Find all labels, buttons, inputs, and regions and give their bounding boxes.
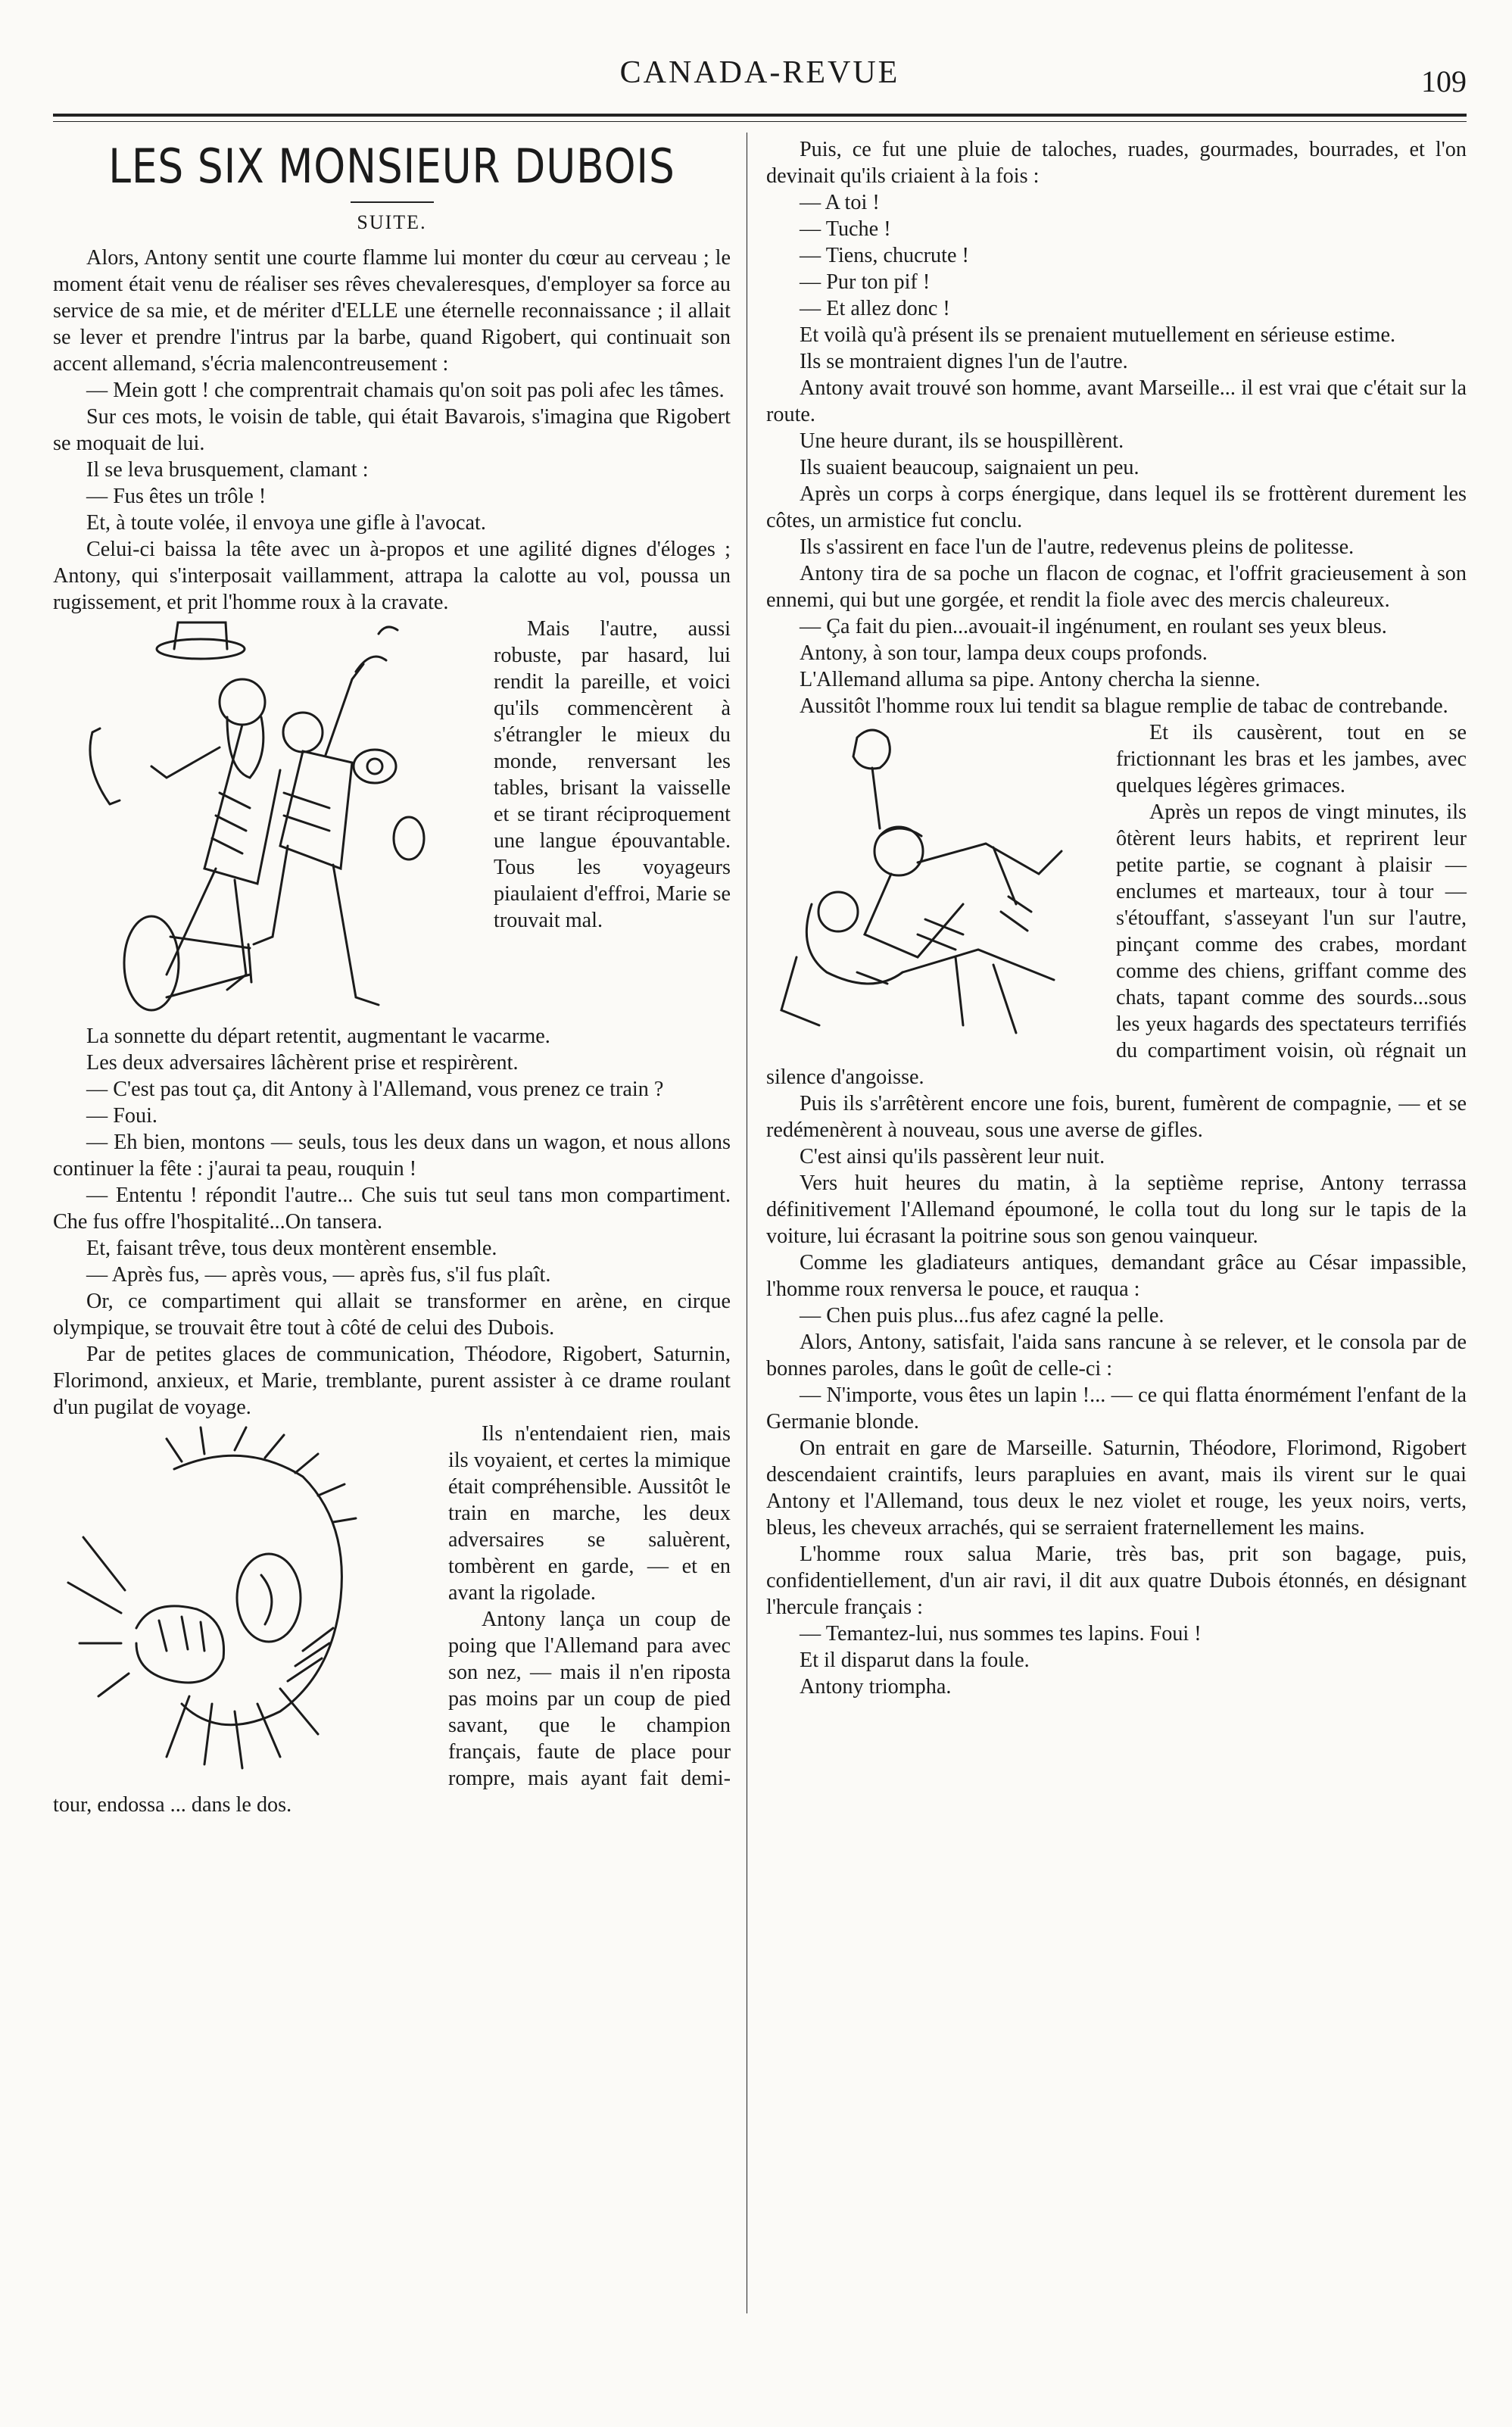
paragraph: Après un repos de vingt minutes, ils ôtèrent leurs habits, et reprirent leur petite partie, se cognant à plaisir — enclumes et marteaux, tour à tour — s'étouffant, s'asseyant l'un sur l'autre, pinçant comme des crabes, mordant comme des chiens, griffant comme des chats, tapant comme des sourds...sous les yeux hagards des spectateurs terrifiés du compartiment voisin, où régnait un silence d'angoisse. bbox=[766, 800, 1467, 1089]
paragraph: Alors, Antony sentit une courte flamme lui monter du cœur au cerveau ; le moment était venu de réaliser ses rêves chevaleresques, d'employer sa force au service de sa mie, et de mériter d'ELLE une éternelle reconnaissance ; il allait se lever et prendre l'intrus par la barbe, quand Rigobert, qui continuait son accent allemand, s'écria malencontreusement : bbox=[53, 246, 731, 376]
paragraph: L'Allemand alluma sa pipe. Antony chercha la sienne. bbox=[800, 668, 1261, 691]
paragraph: Vers huit heures du matin, à la septième reprise, Antony terrassa définitivement l'Allemand époumoné, le colla tout du long sur le tapis de la voiture, lui écrasant la poitrine sous son genou vainqueur. bbox=[766, 1171, 1467, 1248]
paragraph: Antony, à son tour, lampa deux coups profonds. bbox=[800, 641, 1208, 665]
page-header bbox=[53, 55, 1467, 115]
paragraph: Mais l'autre, aussi robuste, par hasard, lui rendit la pareille, et voici qu'ils commencèrent à s'étrangler le mieux du monde, renversant les tables, brisant la vaisselle et se tirant réciproquement une langue épouvantable. Tous les voyageurs piaulaient d'effroi, Marie se trouvait mal. bbox=[494, 617, 731, 932]
illustration-wrestling bbox=[766, 722, 1099, 1040]
paragraph: Ils se montraient dignes l'un de l'autre. bbox=[800, 350, 1128, 373]
paragraph: Alors, Antony, satisfait, l'aida sans rancune à se relever, et le consola par de bonnes paroles, dans le goût de celle-ci : bbox=[766, 1330, 1467, 1380]
paragraph: — Après fus, — après vous, — après fus, s'il fus plaît. bbox=[86, 1263, 551, 1287]
paragraph: Et il disparut dans la foule. bbox=[800, 1649, 1030, 1672]
paragraph: Antony avait trouvé son homme, avant Marseille... il est vrai que c'était sur la route. bbox=[766, 376, 1467, 426]
paragraph: On entrait en gare de Marseille. Saturnin, Théodore, Florimond, Rigobert descendaient craintifs, leurs parapluies en avant, mais ils virent sur le quai Antony et l'Allemand, tous deux le nez violet et rouge, les yeux noirs, verts, bleus, les cheveux arrachés, qui se serraient fraternellement les mains. bbox=[766, 1437, 1467, 1539]
paragraph: — Ententu ! répondit l'autre... Che suis tut seul tans mon compartiment. Che fus offre l'hospitalité...On tansera. bbox=[53, 1184, 731, 1234]
paragraph: Après un corps à corps énergique, dans lequel ils se frottèrent durement les côtes, un armistice fut conclu. bbox=[766, 482, 1467, 532]
paragraph: — Temantez-lui, nus sommes tes lapins. Foui ! bbox=[800, 1622, 1202, 1646]
masthead: CANADA-REVUE bbox=[619, 55, 900, 90]
paragraph: — Mein gott ! che comprentrait chamais qu'on soit pas poli afec les tâmes. bbox=[86, 379, 725, 402]
paragraph: Ils n'entendaient rien, mais ils voyaient, et certes la mimique était compréhensible. Aussitôt le train en marche, les deux adversaires se saluèrent, tombèrent en garde, — et en avant la rigolade. bbox=[448, 1422, 731, 1605]
paragraph: Ils suaient beaucoup, saignaient un peu. bbox=[800, 456, 1139, 479]
paragraph: Antony tira de sa poche un flacon de cognac, et l'offrit gracieusement à son ennemi, qui but une gorgée, et rendit la fiole avec des mercis chaleureux. bbox=[766, 562, 1467, 612]
illustration-fight bbox=[53, 619, 477, 1020]
paragraph: Aussitôt l'homme roux lui tendit sa blague remplie de tabac de contrebande. bbox=[800, 694, 1448, 718]
paragraph: — Et allez donc ! bbox=[800, 297, 950, 320]
paragraph: C'est ainsi qu'ils passèrent leur nuit. bbox=[800, 1145, 1105, 1168]
paragraph: — Pur ton pif ! bbox=[800, 270, 931, 294]
page-number: 109 bbox=[1421, 64, 1467, 98]
paragraph: Par de petites glaces de communication, Théodore, Rigobert, Saturnin, Florimond, anxieux, et Marie, tremblante, purent assister à ce drame roulant d'un pugilat de voyage. bbox=[53, 1343, 731, 1419]
paragraph: — A toi ! bbox=[800, 191, 880, 214]
paragraph: Comme les gladiateurs antiques, demandant grâce au César impassible, l'homme roux renversa le pouce, et rauqua : bbox=[766, 1251, 1467, 1301]
paragraph: — Chen puis plus...fus afez cagné la pelle. bbox=[800, 1304, 1164, 1327]
paragraph: Et, faisant trêve, tous deux montèrent ensemble. bbox=[86, 1237, 497, 1260]
right-column bbox=[766, 136, 1467, 1700]
paragraph: Il se leva brusquement, clamant : bbox=[86, 458, 369, 482]
paragraph: Antony lança un coup de poing que l'Allemand para avec son nez, — mais il n'en riposta pas moins par un coup de pied savant, que le champion français, faute de place pour rompre, mais ayant fait demi-tour, endossa ... dans le dos. bbox=[53, 1608, 731, 1817]
paragraph: La sonnette du départ retentit, augmentant le vacarme. bbox=[86, 1025, 550, 1048]
paragraph: — Foui. bbox=[86, 1104, 157, 1128]
title-rule bbox=[351, 201, 434, 203]
paragraph: — Tuche ! bbox=[800, 217, 891, 241]
article-title: LES SIX MONSIEUR DUBOIS bbox=[108, 139, 675, 194]
paragraph: Puis ils s'arrêtèrent encore une fois, burent, fumèrent de compagnie, — et se redémenèrent à nouveau, sous une averse de gifles. bbox=[766, 1092, 1467, 1142]
left-column bbox=[53, 136, 731, 1818]
header-rule-thin bbox=[53, 121, 1467, 122]
header-rule-thick bbox=[53, 114, 1467, 117]
paragraph: Et, à toute volée, il envoya une gifle à l'avocat. bbox=[86, 511, 486, 535]
paragraph: Et ils causèrent, tout en se frictionnant les bras et les jambes, avec quelques légères grimaces. bbox=[1116, 721, 1467, 797]
paragraph: Puis, ce fut une pluie de taloches, ruades, gourmades, bourrades, et l'on devinait qu'ils criaient à la fois : bbox=[766, 138, 1467, 188]
paragraph: Or, ce compartiment qui allait se transformer en arène, en cirque olympique, se trouvait être tout à côté de celui des Dubois. bbox=[53, 1290, 731, 1340]
paragraph: Ils s'assirent en face l'un de l'autre, redevenus pleins de politesse. bbox=[800, 535, 1355, 559]
paragraph: — Ça fait du pien...avouait-il ingénument, en roulant ses yeux bleus. bbox=[800, 615, 1387, 638]
paragraph: — C'est pas tout ça, dit Antony à l'Allemand, vous prenez ce train ? bbox=[86, 1078, 664, 1101]
illustration-face-punch bbox=[53, 1424, 432, 1780]
paragraph: Une heure durant, ils se houspillèrent. bbox=[800, 429, 1124, 453]
paragraph: L'homme roux salua Marie, très bas, prit son bagage, puis, confidentiellement, d'un air ravi, il dit aux quatre Dubois étonnés, en désignant l'hercule français : bbox=[766, 1543, 1467, 1619]
article-subtitle: SUITE. bbox=[357, 211, 427, 233]
paragraph: Celui-ci baissa la tête avec un à-propos et une agilité dignes d'éloges ; Antony, qui s'interposait vaillamment, attrapa la calotte au vol, poussa un rugissement, et prit l'homme roux à la cravate. bbox=[53, 538, 731, 614]
paragraph: Sur ces mots, le voisin de table, qui était Bavarois, s'imagina que Rigobert se moquait de lui. bbox=[53, 405, 731, 455]
paragraph: Les deux adversaires lâchèrent prise et respirèrent. bbox=[86, 1051, 519, 1075]
paragraph: — Fus êtes un trôle ! bbox=[86, 485, 267, 508]
paragraph: — Tiens, chucrute ! bbox=[800, 244, 969, 267]
paragraph: Et voilà qu'à présent ils se prenaient mutuellement en sérieuse estime. bbox=[800, 323, 1396, 347]
paragraph: — N'importe, vous êtes un lapin !... — ce qui flatta énormément l'enfant de la Germanie blonde. bbox=[766, 1384, 1467, 1433]
paragraph: — Eh bien, montons — seuls, tous les deux dans un wagon, et nous allons continuer la fête : j'aurai ta peau, rouquin ! bbox=[53, 1131, 731, 1181]
paragraph: Antony triompha. bbox=[800, 1675, 952, 1699]
